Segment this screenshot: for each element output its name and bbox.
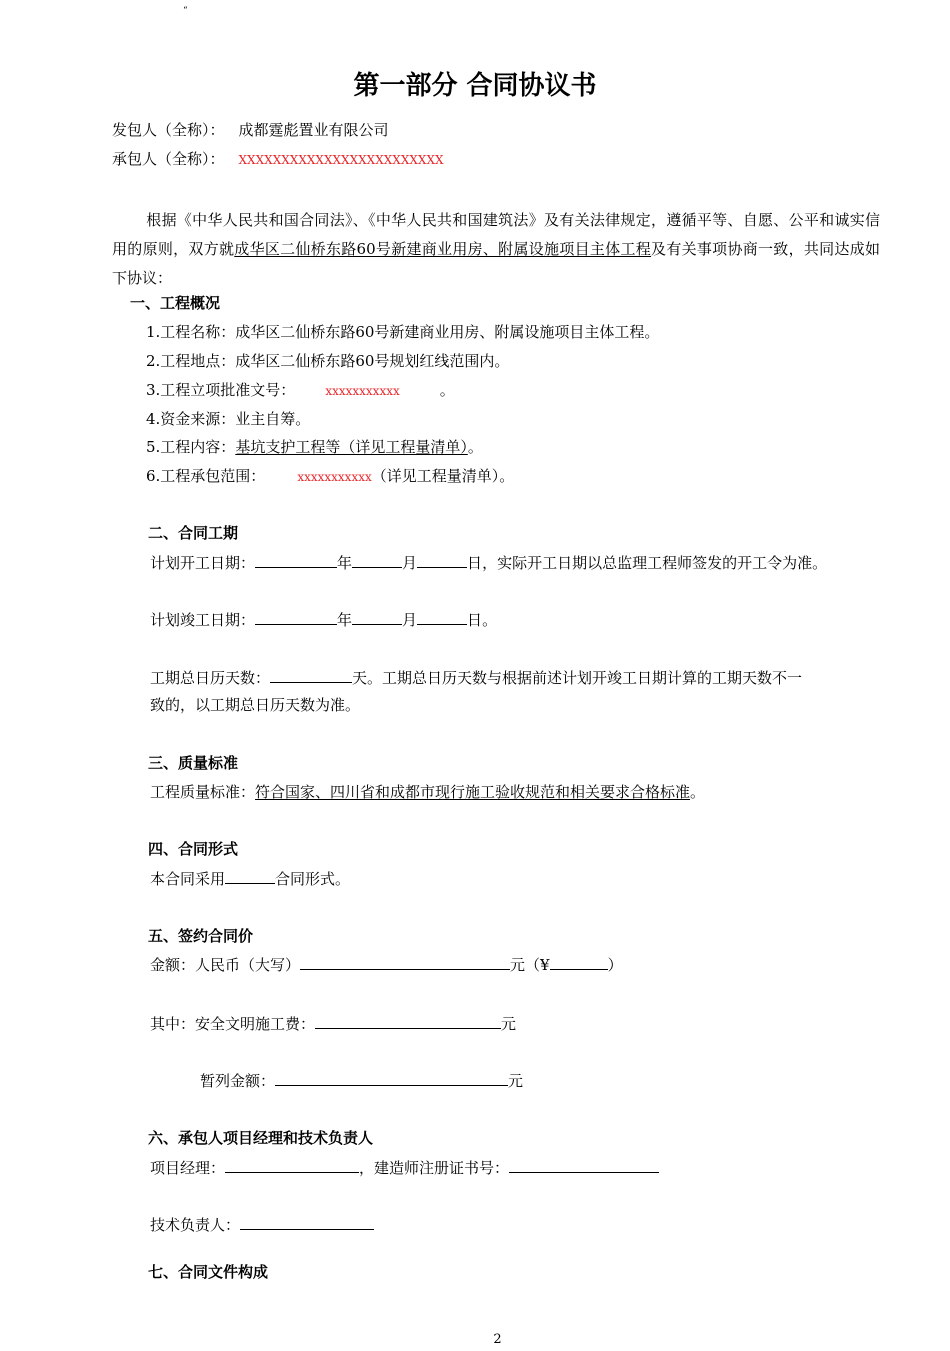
- start-month-blank: [352, 552, 402, 568]
- s1-item-6: [146, 466, 514, 487]
- project-manager-blank: [225, 1157, 359, 1173]
- amount-yen-open: （¥: [525, 956, 550, 974]
- provisional-sum-yuan: 元: [508, 1072, 524, 1090]
- finish-date-label: 计划竣工日期：: [150, 611, 256, 629]
- total-days-text-2: 致的，以工期总日历天数为准。: [150, 696, 361, 714]
- start-day-blank: [417, 552, 467, 568]
- finish-year-blank: [255, 609, 337, 625]
- intro-paragraph: [112, 206, 880, 293]
- start-year-blank: [255, 552, 337, 568]
- contract-form-blank: [225, 868, 275, 884]
- s1-item-5-end: 。: [467, 438, 483, 456]
- quality-label: 工程质量标准：: [150, 783, 256, 801]
- amount-yuan: 元: [510, 956, 526, 974]
- safety-fee-yuan: 元: [501, 1015, 517, 1033]
- intro-text-1: 根据《中华人民共和国合同法》、《中华人民共和国建筑法》及有关法律规定，遵循平等、自愿、公平和诚实信用的原则，双方就: [112, 211, 880, 258]
- total-days-line: [150, 667, 802, 688]
- provisional-sum-label: 暂列金额：: [200, 1072, 276, 1090]
- tech-lead-label: 技术负责人：: [150, 1216, 241, 1234]
- contract-form-line: [150, 868, 350, 889]
- intro-project-name: 成华区二仙桥东路60号新建商业用房、附属设施项目主体工程: [234, 240, 652, 258]
- finish-year-label: 年: [337, 611, 353, 629]
- quality-value: 符合国家、四川省和成都市现行施工验收规范和相关要求合格标准: [255, 783, 691, 801]
- amount-line: [150, 954, 623, 975]
- finish-date-tail: 。: [482, 611, 498, 629]
- start-date-tail: ，实际开工日期以总监理工程师签发的开工令为准。: [482, 554, 828, 572]
- total-days-label: 工期总日历天数：: [150, 669, 271, 687]
- amount-words-blank: [300, 954, 510, 970]
- finish-month-blank: [352, 609, 402, 625]
- amount-label: 金额：人民币（大写）: [150, 956, 301, 974]
- contract-form-post: 合同形式。: [275, 870, 351, 888]
- section-1-heading: 一、工程概况: [130, 294, 221, 312]
- s1-item-6-value: xxxxxxxxxxx: [297, 470, 372, 484]
- safety-fee-label: 其中：安全文明施工费：: [150, 1015, 316, 1033]
- provisional-sum-line: [200, 1070, 523, 1091]
- section-5-heading: 五、签约合同价: [148, 927, 254, 945]
- s1-item-1: 1.工程名称：成华区二仙桥东路60号新建商业用房、附属设施项目主体工程。: [146, 323, 660, 341]
- s1-item-3-value: xxxxxxxxxxx: [325, 384, 400, 398]
- section-4-heading: 四、合同形式: [148, 840, 239, 858]
- finish-day-blank: [417, 609, 467, 625]
- s1-item-3-end: 。: [439, 381, 455, 399]
- amount-figure-blank: [550, 954, 608, 970]
- safety-fee-blank: [315, 1013, 501, 1029]
- s1-item-6-end: （详见工程量清单）。: [371, 467, 515, 485]
- quality-end: 。: [690, 783, 706, 801]
- s1-item-3: [146, 380, 455, 401]
- finish-month-label: 月: [402, 611, 418, 629]
- project-manager-label: 项目经理：: [150, 1159, 226, 1177]
- contractor-label: 承包人（全称）：: [112, 150, 225, 168]
- start-date-label: 计划开工日期：: [150, 554, 256, 572]
- tech-lead-line: [150, 1214, 374, 1235]
- tech-lead-blank: [240, 1214, 374, 1230]
- total-days-unit: 天。: [352, 669, 383, 687]
- page-title: 第一部分 合同协议书: [353, 71, 597, 101]
- start-month-label: 月: [402, 554, 418, 572]
- s1-item-6-label: 6.工程承包范围：: [146, 467, 266, 485]
- section-3-heading: 三、质量标准: [148, 754, 239, 772]
- cert-number-label: ，建造师注册证书号：: [359, 1159, 510, 1177]
- intro-text-2: 及有关事项协商一致，共同达成如下协议：: [112, 240, 880, 287]
- corner-mark: “: [183, 6, 188, 16]
- total-days-blank: [270, 667, 352, 683]
- total-days-text-1: 工期总日历天数与根据前述计划开竣工日期计算的工期天数不一: [382, 669, 803, 687]
- provisional-sum-blank: [275, 1070, 508, 1086]
- section-7-heading: 七、合同文件构成: [148, 1263, 269, 1281]
- quality-line: [150, 782, 705, 802]
- employer-label: 发包人（全称）：: [112, 121, 225, 139]
- s1-item-5-label: 5.工程内容：: [146, 438, 236, 456]
- start-day-label: 日: [467, 554, 483, 572]
- employer-line: [112, 120, 389, 140]
- finish-date-line: [150, 609, 497, 630]
- s1-item-5: [146, 437, 483, 457]
- page-number: 2: [493, 1332, 502, 1347]
- section-6-heading: 六、承包人项目经理和技术负责人: [148, 1129, 374, 1147]
- contract-form-pre: 本合同采用: [150, 870, 226, 888]
- contractor-line: [112, 149, 444, 170]
- cert-number-blank: [509, 1157, 659, 1173]
- project-manager-line: [150, 1157, 659, 1178]
- amount-close: ）: [607, 956, 623, 974]
- start-date-line: [150, 552, 827, 573]
- start-year-label: 年: [337, 554, 353, 572]
- employer-value: 成都霆彪置业有限公司: [238, 121, 389, 139]
- contractor-value: XXXXXXXXXXXXXXXXXXXXXXXX: [238, 153, 444, 167]
- s1-item-4: 4.资金来源：业主自筹。: [146, 410, 311, 428]
- section-2-heading: 二、合同工期: [148, 524, 239, 542]
- s1-item-2: 2.工程地点：成华区二仙桥东路60号规划红线范围内。: [146, 352, 510, 370]
- s1-item-3-label: 3.工程立项批准文号：: [146, 381, 296, 399]
- safety-fee-line: [150, 1013, 516, 1034]
- s1-item-5-value: 基坑支护工程等（详见工程量清单）: [235, 438, 468, 456]
- finish-day-label: 日: [467, 611, 483, 629]
